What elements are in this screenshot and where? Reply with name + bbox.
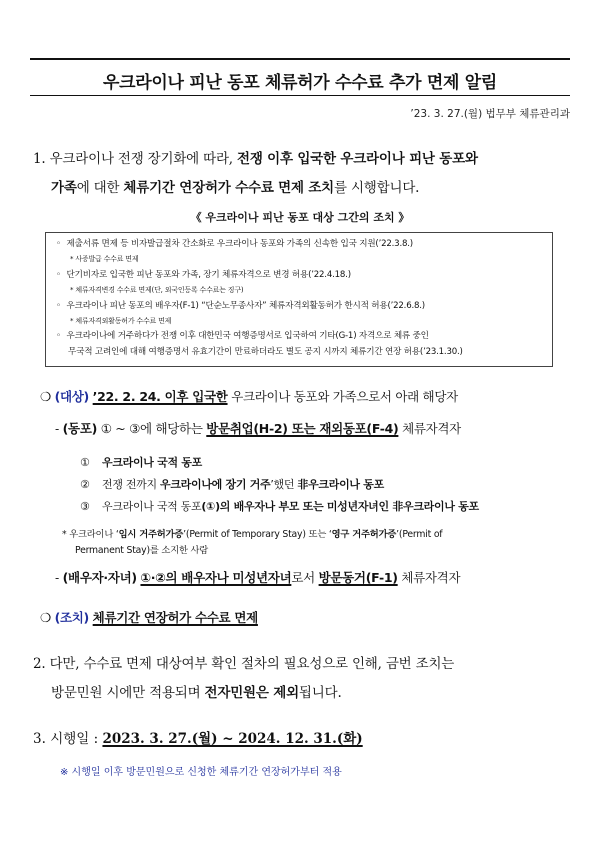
asterisk: * [62, 529, 67, 540]
section-label: (배우자·자녀) [62, 570, 137, 585]
effective-date-label: 시행일 : [50, 731, 99, 747]
paragraph-number: 3. [33, 731, 46, 747]
section-label: (조치) [54, 610, 89, 625]
box-item [56, 237, 542, 252]
section-label: (대상) [54, 389, 89, 404]
paragraph-number: 2. [33, 656, 46, 672]
box-item-text: 우크라이나 피난 동포의 배우자(F-1) “단순노무종사자” 체류자격외활동허가 한시적 허용(’22.6.8.) [66, 300, 425, 311]
title-top-rule [30, 58, 570, 60]
bold-text: 영구 거주허가증 [331, 529, 397, 540]
box-item-continuation: 무국적 고려인에 대해 여행증명서 유효기간이 만료하더라도 별도 공지 시까지 체류기간 연장 허용(’23.1.30.) [68, 346, 463, 357]
bold-text: ①·②의 배우자나 미성년자녀 [140, 570, 292, 585]
target-line [40, 387, 458, 405]
list-item [80, 476, 384, 492]
bold-text: 가족 [51, 180, 77, 196]
text: 체류자격자 [402, 421, 461, 436]
box-item [56, 329, 542, 344]
star-note-continuation: Permanent Stay)를 소지한 사람 [75, 545, 209, 556]
dateline: ’23. 3. 27.(월) 법무부 체류관리과 [410, 108, 570, 120]
effective-note: ※ 시행일 이후 방문민원으로 신청한 체류기간 연장허가부터 적용 [60, 767, 342, 778]
list-item [80, 498, 479, 514]
box-subnote: * 체류자격외활동허가 수수료 면제 [70, 317, 172, 326]
bold-text: 체류기간 연장허가 수수료 면제 조치 [123, 180, 335, 196]
bold-text: 非우크라이나 동포 [297, 478, 384, 491]
bullet-icon: ◦ [56, 239, 61, 249]
box-heading: 《 우크라이나 피난 동포 대상 그간의 조치 》 [190, 211, 410, 224]
text: ’(Permit of Temporary Stay) 또는 ‘ [183, 529, 332, 540]
bold-text: (①)의 배우자나 부모 또는 미성년자녀인 非우크라이나 동포 [201, 500, 479, 513]
bullet-icon: ◦ [56, 300, 61, 311]
text: 방문민원 시에만 적용되며 [51, 685, 201, 701]
star-note [62, 527, 552, 559]
visa-types: 방문취업(H-2) 또는 재외동포(F-4) [206, 421, 399, 436]
visa-type: 방문동거(F-1) [318, 570, 398, 585]
dash: - [55, 570, 59, 585]
paragraph-2-line-1 [33, 650, 553, 679]
measure-text: 체류기간 연장허가 수수료 면제 [92, 610, 258, 625]
bold-text: 우크라이나에 장기 거주 [160, 478, 271, 491]
text: 우크라이나 동포와 가족으로서 아래 해당자 [231, 389, 458, 404]
text: ’(Permit of [396, 529, 443, 540]
paragraph-1 [33, 145, 553, 203]
list-item [80, 454, 202, 470]
item-number: ② [80, 478, 90, 491]
hollow-bullet-icon: ❍ [40, 389, 51, 404]
hollow-bullet-icon: ❍ [40, 610, 51, 625]
text: ’했던 [270, 478, 298, 491]
box-item-text: 우크라이나에 거주하다가 전쟁 이후 대한민국 여행증명서로 입국하여 기타(G-1) 자격으로 체류 중인 [66, 331, 429, 342]
title-bottom-rule [30, 95, 570, 96]
paragraph-number: 1. [33, 151, 46, 167]
target-date: ’22. 2. 24. 이후 입국한 [92, 389, 228, 404]
bold-text: 임시 거주허가증 [118, 529, 184, 540]
bold-text: 전자민원은 제외 [204, 685, 299, 701]
page-title: 우크라이나 피난 동포 체류허가 수수료 추가 면제 알림 [102, 73, 497, 93]
text: 다만, 수수료 면제 대상여부 확인 절차의 필요성으로 인해, 금번 조치는 [49, 656, 455, 672]
text: 우크라이나 ‘ [69, 529, 119, 540]
box-subnote: * 체류자격변경 수수료 면제(단, 외국인등록 수수료는 징구) [70, 286, 244, 295]
text: 를 시행합니다. [334, 180, 420, 196]
item-number: ③ [80, 500, 90, 513]
section-label: (동포) [62, 421, 98, 436]
bullet-icon: ◦ [56, 269, 61, 280]
text: 우크라이나 국적 동포 [102, 500, 202, 513]
dash: - [55, 421, 59, 436]
box-item [56, 299, 542, 314]
paragraph-3 [33, 727, 363, 747]
bullet-icon: ◦ [56, 331, 61, 342]
item-number: ① [80, 456, 90, 469]
box-subnote: * 사증발급 수수료 면제 [70, 255, 139, 264]
measure-line [40, 608, 258, 626]
paragraph-2 [33, 650, 553, 708]
text: 됩니다. [298, 685, 342, 701]
box-item-text: 단기비자로 입국한 피난 동포와 가족, 장기 체류자격으로 변경 허용(’22.4.18.) [66, 269, 351, 280]
box-item [56, 268, 542, 283]
measures-box [45, 232, 553, 367]
paragraph-1-line-1 [33, 145, 553, 174]
text: 우크라이나 전쟁 장기화에 따라, [49, 151, 233, 167]
box-item-text: 제출서류 면제 등 비자발급절차 간소화로 우크라이나 동포와 가족의 신속한 입국 지원(’22.3.8.) [66, 239, 413, 249]
dongpo-line [55, 419, 461, 437]
text: 로서 [291, 570, 315, 585]
effective-dates: 2023. 3. 27.(월) ~ 2024. 12. 31.(화) [102, 731, 363, 747]
paragraph-2-line-2 [33, 679, 553, 708]
range: ① ~ ③ [100, 421, 141, 436]
text: 체류자격자 [401, 570, 461, 585]
paragraph-1-line-2 [33, 174, 553, 203]
bold-text: 우크라이나 국적 동포 [102, 456, 202, 469]
spouse-line [55, 568, 460, 586]
bold-text: 전쟁 이후 입국한 우크라이나 피난 동포와 [236, 151, 478, 167]
text: 전쟁 전까지 [102, 478, 161, 491]
text: 에 해당하는 [140, 421, 203, 436]
text: 에 대한 [76, 180, 120, 196]
